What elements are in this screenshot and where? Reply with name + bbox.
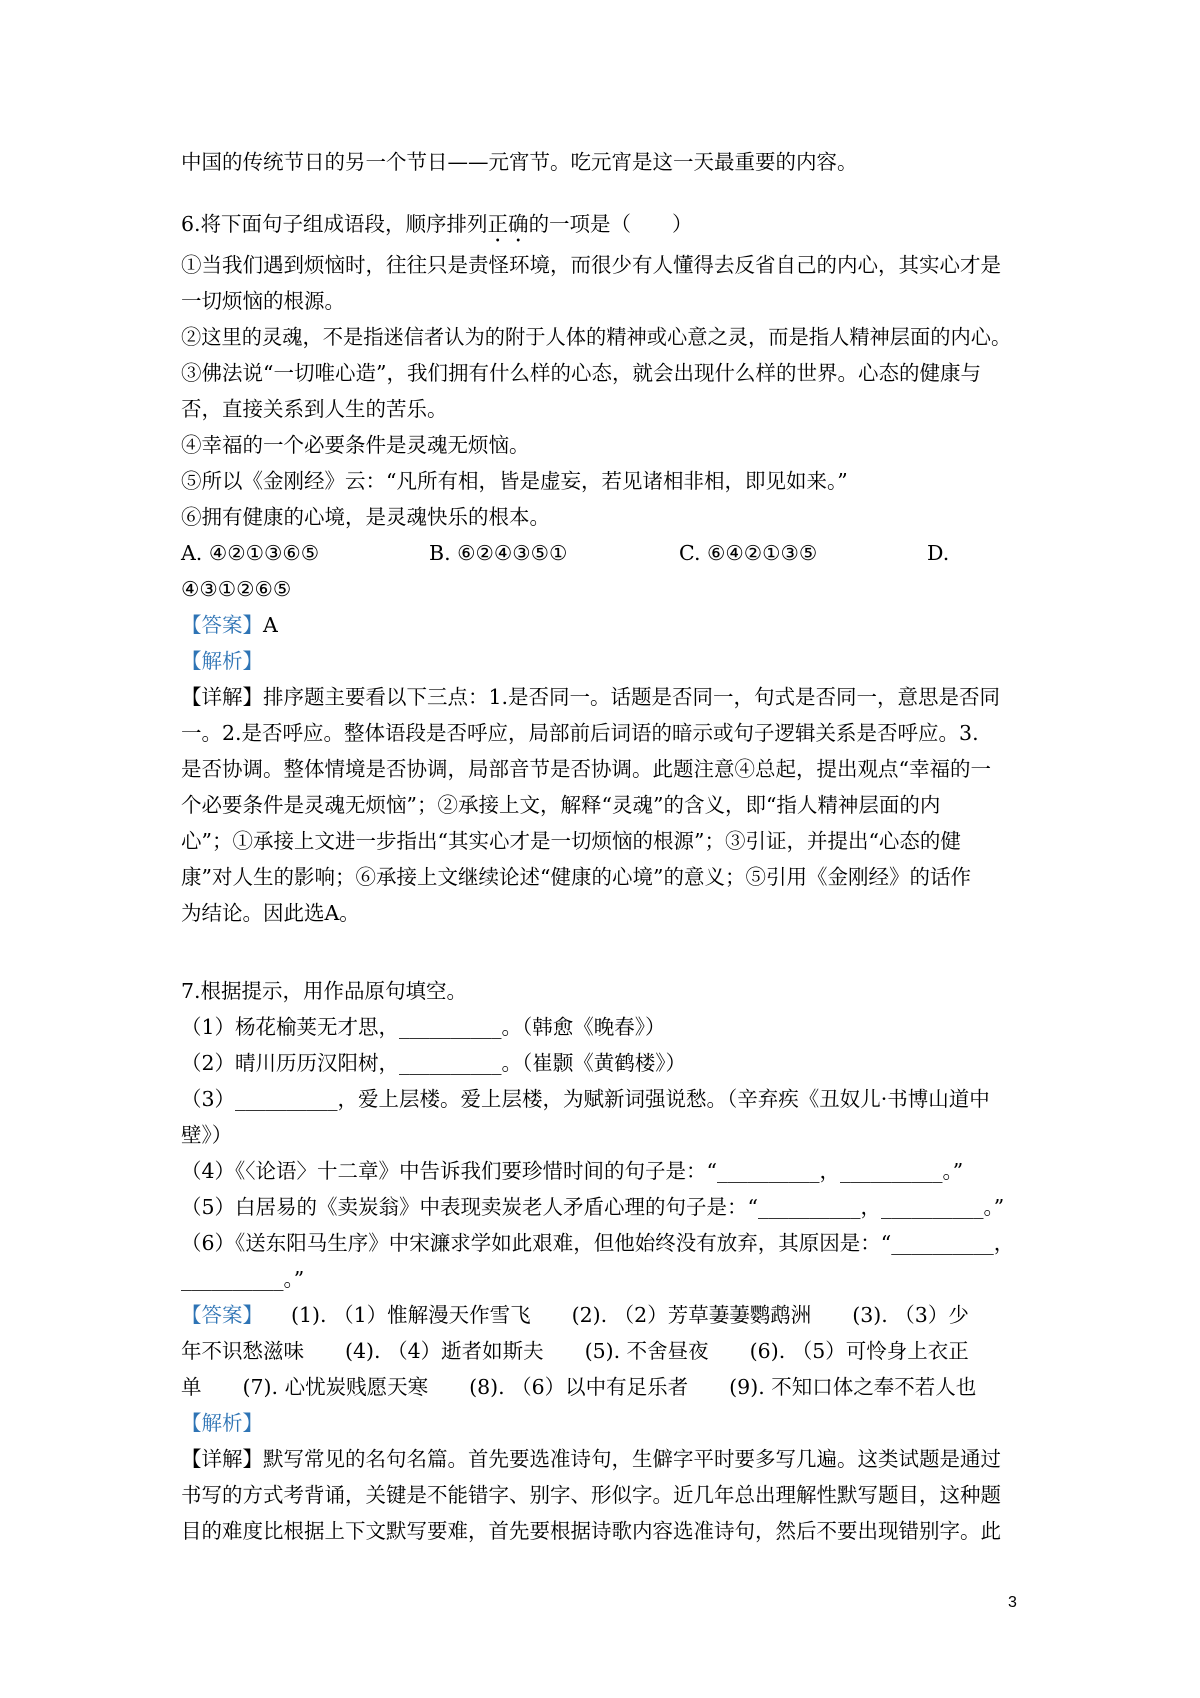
sentence-1: ①当我们遇到烦恼时，往往只是责怪环境，而很少有人懂得去反省自己的内心，其实心才是 [181, 253, 1001, 277]
page-content [181, 144, 1021, 1549]
answer-7-cont: 单 (7). 心忧炭贱愿天寒 (8). （6）以中有足乐者 (9). 不知口体之奉不若人也 [181, 1375, 977, 1399]
answer-tag: 【答案】 [181, 1303, 263, 1327]
fill-blank-1: （1）杨花榆荚无才思，__________。（韩愈《晚春》） [181, 1015, 666, 1039]
fill-blank-6: （6）《送东阳马生序》中宋濂求学如此艰难，但他始终没有放弃，其原因是：“__________， [181, 1231, 1015, 1255]
fill-blank-2: （2）晴川历历汉阳树，__________。（崔颢《黄鹤楼》） [181, 1051, 687, 1075]
sentence-1-cont: 一切烦恼的根源。 [181, 289, 345, 313]
question-6-title: 6.将下面句子组成语段，顺序排列正确的一项是（ ） [181, 212, 693, 236]
analysis-6-tag: 【解析】 [181, 649, 263, 673]
detail-6-line: 为结论。因此选A。 [181, 901, 360, 925]
answer-tag: 【答案】 [181, 613, 263, 637]
analysis-7-tag: 【解析】 [181, 1411, 263, 1435]
detail-6-line: 一。2.是否呼应。整体语段是否呼应，局部前后词语的暗示或句子逻辑关系是否呼应。3. [181, 721, 979, 745]
option-a: A. ④②①③⑥⑤ [181, 541, 320, 565]
detail-7-line: 目的难度比根据上下文默写要难，首先要根据诗歌内容选准诗句，然后不要出现错别字。此 [181, 1519, 1001, 1543]
detail-6-line: 是否协调。整体情境是否协调，局部音节是否协调。此题注意④总起，提出观点“幸福的一 [181, 757, 991, 781]
sentence-2: ②这里的灵魂，不是指迷信者认为的附于人体的精神或心意之灵，而是指人精神层面的内心。 [181, 325, 1012, 349]
detail-6-line: 【详解】排序题主要看以下三点：1.是否同一。话题是否同一，句式是否同一，意思是否同 [181, 685, 1001, 709]
sentence-3: ③佛法说“一切唯心造”，我们拥有什么样的心态，就会出现什么样的世界。心态的健康与 [181, 361, 981, 385]
answer-value: A [263, 613, 278, 637]
answer-7: 【答案】 (1). （1）惟解漫天作雪飞 (2). （2）芳草萋萋鹦鹉洲 (3). （3）少 [181, 1303, 969, 1327]
sentence-6: ⑥拥有健康的心境，是灵魂快乐的根本。 [181, 505, 550, 529]
sentence-4: ④幸福的一个必要条件是灵魂无烦恼。 [181, 433, 530, 457]
answer-6 [181, 607, 1021, 643]
option-d-value: ④③①②⑥⑤ [181, 577, 292, 601]
fill-blank-3-cont: 壁》） [181, 1123, 233, 1147]
option-c: C. ⑥④②①③⑤ [679, 541, 818, 565]
page-number: 3 [1008, 1594, 1017, 1611]
question-7-title: 7.根据提示，用作品原句填空。 [181, 979, 468, 1003]
fill-blank-4: （4）《〈论语〉十二章》中告诉我们要珍惜时间的句子是：“__________，__________。” [181, 1159, 964, 1183]
text-line: 中国的传统节日的另一个节日——元宵节。吃元宵是这一天最重要的内容。 [181, 150, 858, 174]
answer-7-cont: 年不识愁滋味 (4). （4）逝者如斯夫 (5). 不舍昼夜 (6). （5）可怜身上衣正 [181, 1339, 969, 1363]
option-d: D. [927, 541, 950, 565]
fill-blank-5: （5）白居易的《卖炭翁》中表现卖炭老人矛盾心理的句子是：“__________，__________。” [181, 1195, 1005, 1219]
fill-blank-6-cont: __________。” [181, 1267, 305, 1291]
option-b: B. ⑥②④③⑤① [429, 541, 568, 565]
detail-6-line: 心”；①承接上文进一步指出“其实心才是一切烦恼的根源”；③引证，并提出“心态的健 [181, 829, 961, 853]
detail-7-line: 书写的方式考背诵，关键是不能错字、别字、形似字。近几年总出理解性默写题目，这种题 [181, 1483, 1001, 1507]
detail-6-line: 个必要条件是灵魂无烦恼”；②承接上文，解释“灵魂”的含义，即“指人精神层面的内 [181, 793, 941, 817]
sentence-5: ⑤所以《金刚经》云：“凡所有相，皆是虚妄，若见诸相非相，即见如来。” [181, 469, 848, 493]
options-row [181, 535, 1021, 571]
fill-blank-3: （3）__________，爱上层楼。爱上层楼，为赋新词强说愁。（辛弃疾《丑奴儿·书博山道中 [181, 1087, 990, 1111]
detail-7-line: 【详解】默写常见的名句名篇。首先要选准诗句，生僻字平时要多写几遍。这类试题是通过 [181, 1447, 1001, 1471]
sentence-3-cont: 否，直接关系到人生的苦乐。 [181, 397, 448, 421]
detail-6-line: 康”对人生的影响；⑥承接上文继续论述“健康的心境”的意义；⑤引用《金刚经》的话作 [181, 865, 971, 889]
emphasized-word: 正确 [487, 212, 529, 236]
